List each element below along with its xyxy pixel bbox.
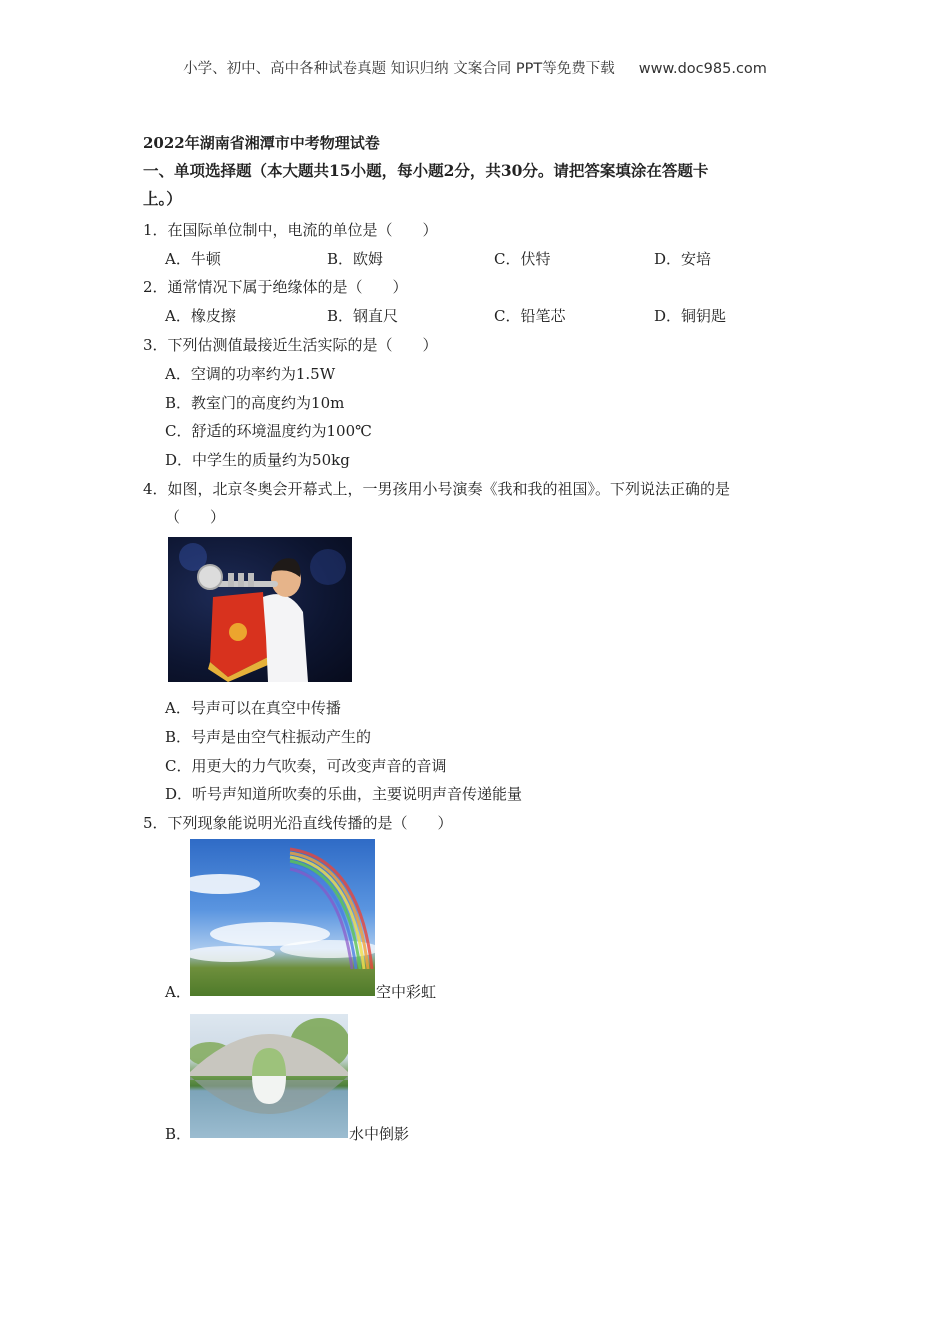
bridge-reflection-photo bbox=[190, 1014, 348, 1138]
question-4-option-a: A．号声可以在真空中传播 bbox=[165, 699, 341, 717]
question-4-option-d: D．听号声知道所吹奏的乐曲，主要说明声音传递能量 bbox=[165, 785, 523, 803]
section-heading-line2: 上。） bbox=[143, 189, 182, 208]
question-3-option-d: D．中学生的质量约为50kg bbox=[165, 451, 350, 469]
trumpet-boy-illustration bbox=[168, 537, 352, 682]
rainbow-illustration bbox=[190, 839, 375, 996]
question-2-option-b: B．钢直尺 bbox=[327, 307, 399, 325]
question-3-option-b: B．教室门的高度约为10m bbox=[165, 394, 345, 412]
question-5-option-b-text: 水中倒影 bbox=[349, 1125, 410, 1143]
question-2-option-c: C．铅笔芯 bbox=[494, 307, 566, 325]
question-1-option-d: D．安培 bbox=[654, 250, 712, 268]
question-3-option-c: C．舒适的环境温度约为100℃ bbox=[165, 422, 372, 440]
question-3-stem: 3．下列估测值最接近生活实际的是（ ） bbox=[143, 336, 438, 354]
question-4-stem: 4．如图，北京冬奥会开幕式上，一男孩用小号演奏《我和我的祖国》。下列说法正确的是 bbox=[143, 480, 731, 498]
header-text: 小学、初中、高中各种试卷真题 知识归纳 文案合同 PPT等免费下载 bbox=[183, 61, 615, 77]
section-heading-line1: 一、单项选择题（本大题共15小题，每小题2分，共30分。请把答案填涂在答题卡 bbox=[143, 161, 709, 180]
header-url[interactable]: www.doc985.com bbox=[638, 61, 767, 77]
question-5-option-a-text: 空中彩虹 bbox=[376, 983, 437, 1001]
question-3-option-a: A．空调的功率约为1.5W bbox=[165, 365, 336, 383]
question-1-stem: 1．在国际单位制中，电流的单位是（ ） bbox=[143, 221, 438, 239]
question-2-option-d: D．铜钥匙 bbox=[654, 307, 727, 325]
question-5-option-a-letter: A． bbox=[165, 983, 191, 1001]
rainbow-photo bbox=[190, 839, 375, 996]
question-5-option-b-letter: B． bbox=[165, 1125, 192, 1143]
question-1-option-b: B．欧姆 bbox=[327, 250, 384, 268]
trumpet-boy-photo bbox=[168, 537, 352, 682]
question-4-stem-paren: （ ） bbox=[165, 508, 226, 526]
question-5-stem: 5．下列现象能说明光沿直线传播的是（ ） bbox=[143, 814, 453, 832]
question-2-stem: 2．通常情况下属于绝缘体的是（ ） bbox=[143, 278, 408, 296]
bridge-reflection-illustration bbox=[190, 1014, 348, 1138]
question-1-option-c: C．伏特 bbox=[494, 250, 551, 268]
question-4-option-c: C．用更大的力气吹奏，可改变声音的音调 bbox=[165, 757, 447, 775]
question-4-option-b: B．号声是由空气柱振动产生的 bbox=[165, 728, 372, 746]
question-1-option-a: A．牛顿 bbox=[165, 250, 221, 268]
page-header bbox=[0, 57, 950, 78]
exam-title: 2022年湖南省湘潭市中考物理试卷 bbox=[143, 134, 380, 152]
question-2-option-a: A．橡皮擦 bbox=[165, 307, 236, 325]
